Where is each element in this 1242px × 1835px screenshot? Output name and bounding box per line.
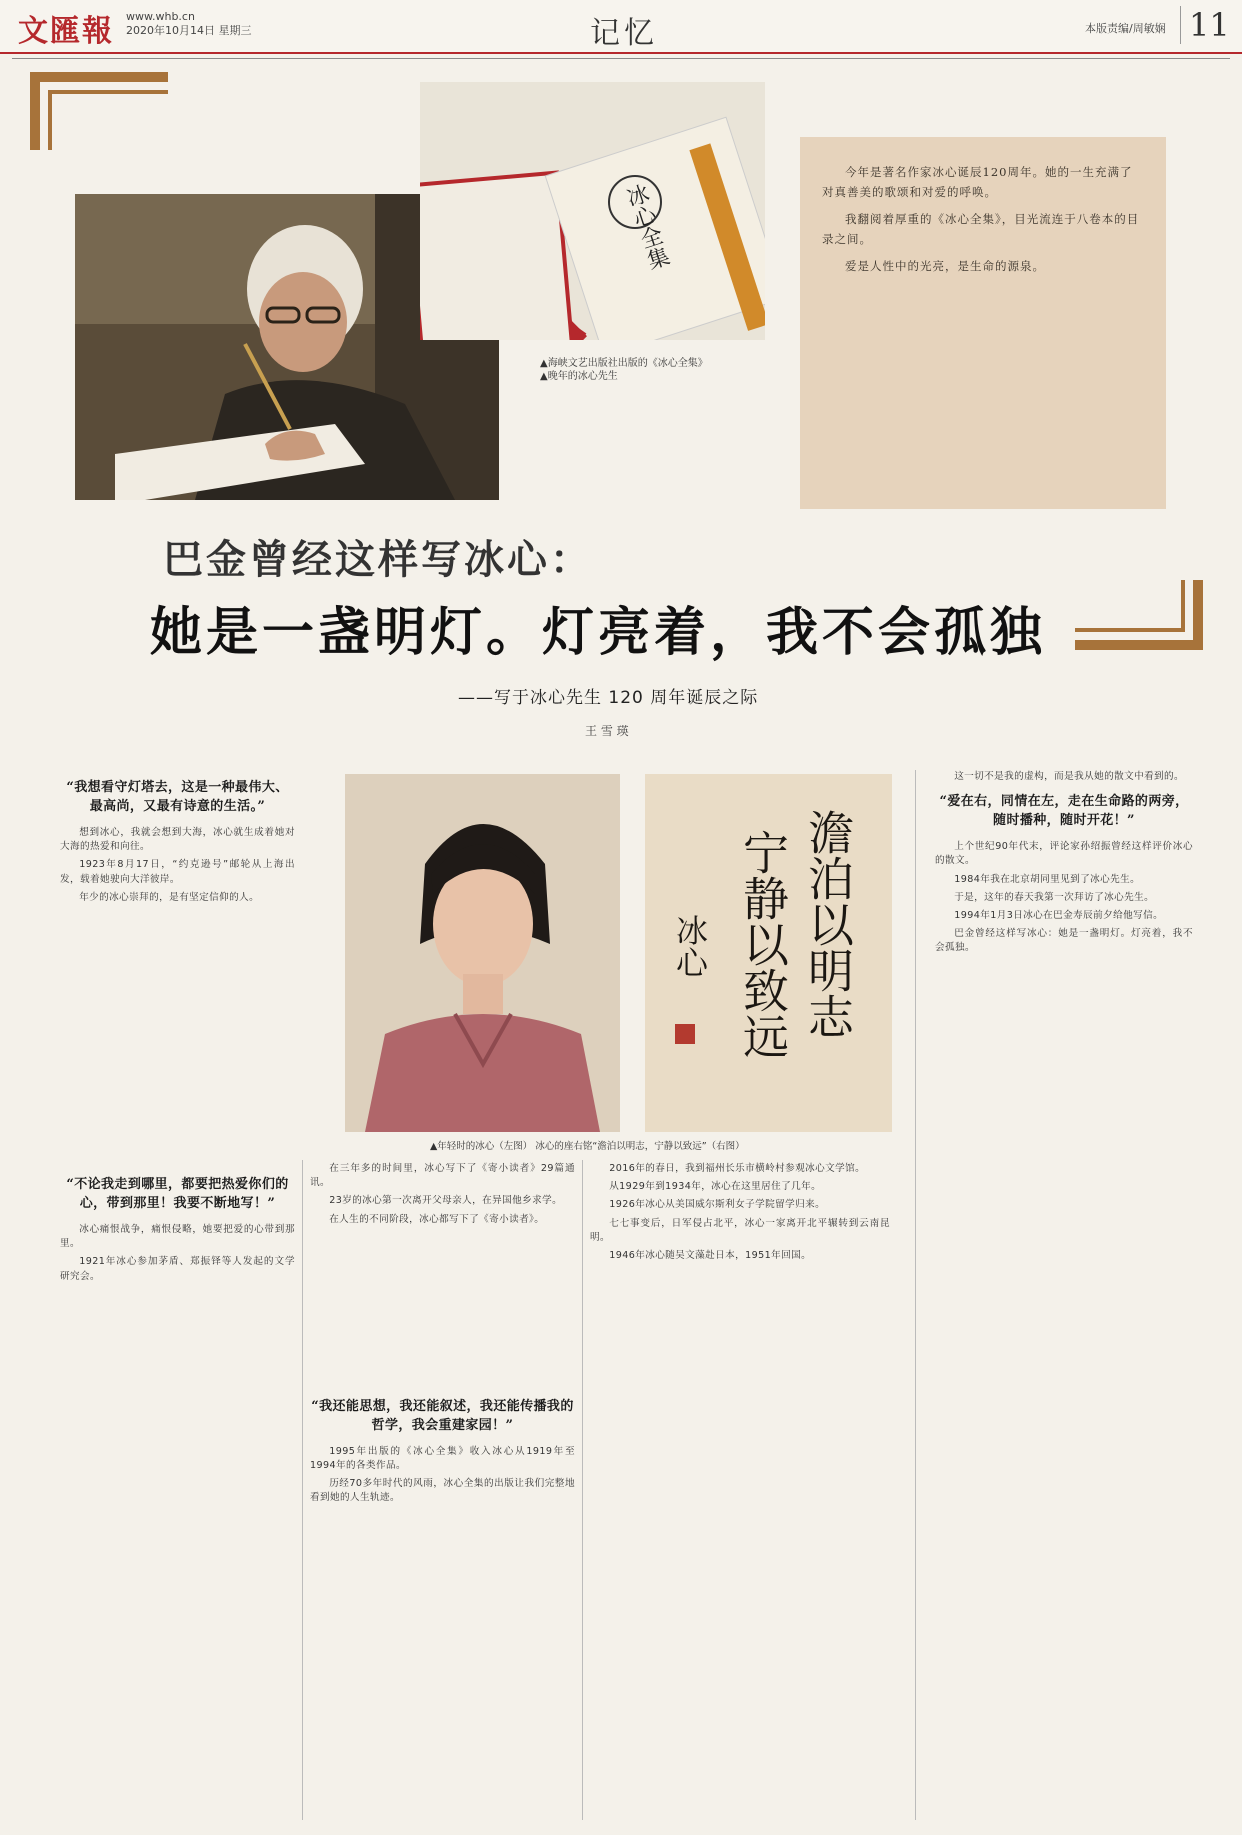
pull-quote: “爱在右，同情在左，走在生命路的两旁，随时播种，随时开花！” [939,794,1189,829]
column-divider [302,1160,303,1820]
article-paragraph: 从1929年到1934年，冰心在这里居住了几年。 [609,1181,822,1193]
intro-box [800,137,1166,509]
calligraphy-image [645,774,892,1132]
masthead-date: 2020年10月14日 星期三 [126,24,252,37]
article-paragraph: 上个世纪90年代末，评论家孙绍振曾经这样评价冰心的散文。 [935,841,1193,867]
page-number: 11 [1180,6,1230,44]
article-paragraph: 2016年的春日，我到福州长乐市横岭村参观冰心文学馆。 [609,1163,866,1174]
bracket-top-left [48,90,52,150]
section-title: 记忆 [590,16,658,51]
article-paragraph: 1926年冰心从美国威尔斯利女子学院留学归来。 [609,1199,826,1211]
article-column-3 [310,1162,575,1510]
article-paragraph: 这一切不是我的虚构，而是我从她的散文中看到的。 [954,771,1185,782]
subheadline: ——写于冰心先生 120 周年诞辰之际 [458,688,759,708]
article-column-5 [590,1162,890,1267]
article-paragraph: 想到冰心，我就会想到大海，冰心就生成着她对大海的热爱和向往。 [60,827,295,853]
calligraphy-signature: 冰心 [671,914,709,978]
article-paragraph: 在人生的不同阶段，冰心都写下了《寄小读者》。 [329,1213,545,1225]
books-cover-title: 冰心全集 [620,181,672,273]
article-paragraph: 七七事变后，日军侵占北平，冰心一家离开北平辗转到云南昆明。 [590,1217,890,1243]
pull-quote: “我想看守灯塔去，这是一种最伟大、最高尚，又最有诗意的生活。” [66,780,289,814]
young-writer-illustration [345,774,620,1132]
calligraphy-col2: 宁静以致远 [736,829,790,1059]
column-divider [915,770,916,1820]
seal-stamp [675,1024,695,1044]
article-paragraph: 23岁的冰心第一次离开父母亲人，在异国他乡求学。 [329,1195,563,1207]
article-paragraph: 于是，这年的春天我第一次拜访了冰心先生。 [954,891,1155,903]
article-paragraph: 年少的冰心崇拜的，是有坚定信仰的人。 [79,891,260,903]
header-rule [12,58,1230,59]
bracket-bottom-right [1075,640,1203,650]
article-paragraph: 在三年多的时间里，冰心写下了《寄小读者》29篇通讯。 [310,1163,575,1189]
bracket-top-left [30,72,40,150]
bracket-top-left [48,90,168,94]
newspaper-logo: 文匯報 [18,14,114,49]
caption-line: ▲海峡文艺出版社出版的《冰心全集》 [540,358,708,369]
images-caption: ▲年轻时的冰心（左图） 冰心的座右铭“澹泊以明志，宁静以致远”（右图） [430,1141,745,1152]
books-photo [420,82,765,340]
masthead-info [126,10,252,38]
bracket-bottom-right [1075,628,1185,632]
pull-quote: “我还能思想，我还能叙述，我还能传播我的哲学，我会重建家园！” [311,1398,574,1433]
pull-quote: “不论我走到哪里，都要把热爱你们的心，带到那里！我要不断地写！” [66,1177,289,1212]
article-paragraph: 1923年8月17日，“约克逊号”邮轮从上海出发，载着她驶向大洋彼岸。 [60,859,295,885]
books-fan-illustration [420,82,765,340]
caption-line: ▲晚年的冰心先生 [540,371,618,382]
author-byline: 王 雪 瑛 [585,724,629,738]
intro-paragraph: 今年是著名作家冰心诞辰120周年。她的一生充满了对真善美的歌颂和对爱的呼唤。 [822,165,1133,199]
young-writer-photo [345,774,620,1132]
article-paragraph: 历经70多年时代的风雨，冰心全集的出版让我们完整地看到她的人生轨迹。 [310,1478,575,1504]
headline-line2: 她是一盏明灯。灯亮着，我不会孤独 [150,602,1047,663]
article-paragraph: 1995年出版的《冰心全集》收入冰心从1919年至1994年的各类作品。 [310,1445,575,1472]
photo-caption [540,357,708,383]
intro-paragraph: 我翻阅着厚重的《冰心全集》，目光流连于八卷本的目录之间。 [822,212,1140,246]
article-paragraph: 1946年冰心随吴文藻赴日本，1951年回国。 [609,1250,812,1262]
bracket-top-left [30,72,168,82]
article-column-7 [935,770,1193,960]
article-paragraph: 巴金曾经这样写冰心：她是一盏明灯。灯亮着，我不会孤独。 [935,928,1193,954]
article-paragraph: 1921年冰心参加茅盾、郑振铎等人发起的文学研究会。 [60,1256,295,1282]
masthead-url: www.whb.cn [126,10,195,23]
article-paragraph: 1994年1月3日冰心在巴金寿辰前夕给他写信。 [954,910,1164,922]
headline-line1: 巴金曾经这样写冰心： [163,536,593,583]
calligraphy-col1: 澹泊以明志 [801,809,855,1039]
intro-paragraph: 爱是人性中的光亮，是生命的源泉。 [845,259,1045,273]
article-column-1 [60,770,295,1288]
bracket-bottom-right [1181,580,1185,632]
bracket-bottom-right [1193,580,1203,650]
editors-credit: 本版责编/周敏娴 [1085,22,1166,35]
column-divider [582,1160,583,1820]
article-paragraph: 1984年我在北京胡同里见到了冰心先生。 [954,873,1141,885]
article-paragraph: 冰心痛恨战争，痛恨侵略，她要把爱的心带到那里。 [60,1224,295,1250]
